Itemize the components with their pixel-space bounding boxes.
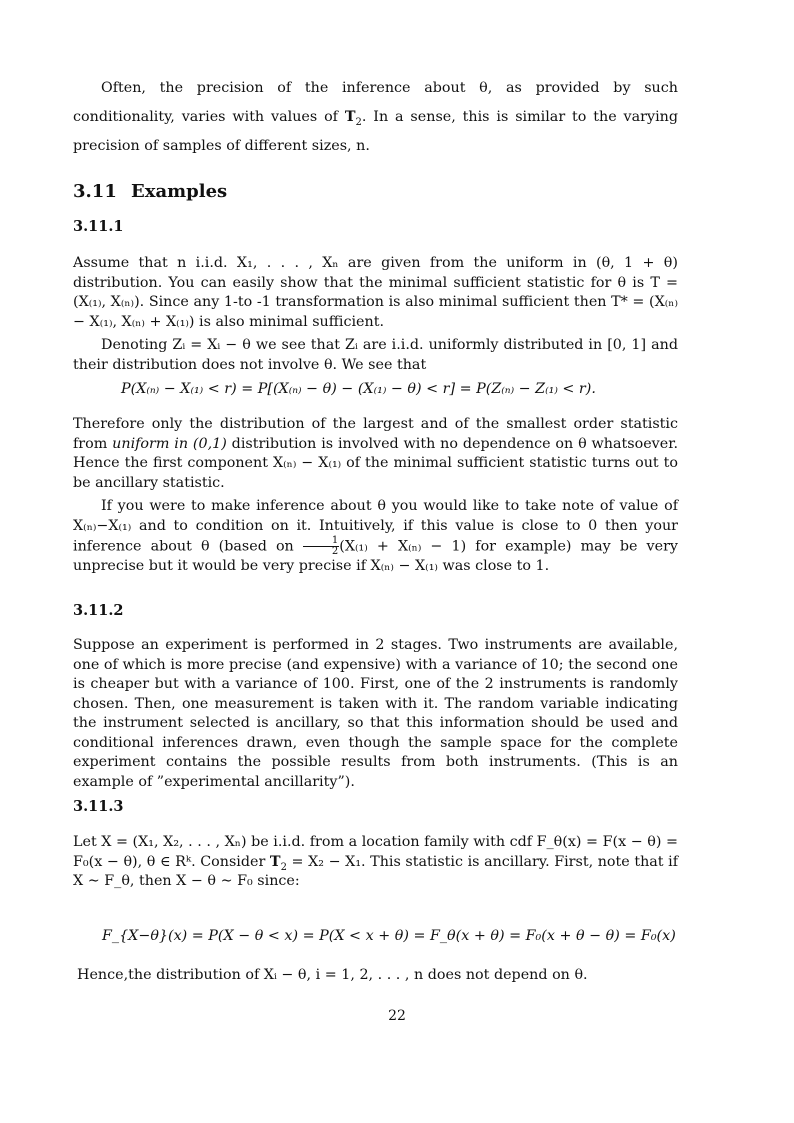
ex1-paragraph-1: Assume that n i.i.d. X₁, . . . , Xₙ are given from the uniform in (θ, 1 + θ) distribution. You can easily show that the minimal sufficient statistic for θ is T = (X₍₁₎, X₍ₙ₎). Since any 1-to -1 transformation is also minimal sufficient then T* = (X₍ₙ₎ − X₍₁₎, X₍ₙ₎ + X₍₁₎) is also minimal sufficient. — [73, 255, 678, 330]
ex3-bold-t: T — [269, 853, 281, 870]
ex3-p1-text-a: Let X = (X₁, X₂, . . . , Xₙ) be i.i.d. from a location family with cdf F_θ(x) = F(x − θ) = F₀(x − θ), θ ∈ Rᵏ. Consider — [73, 834, 678, 870]
ex3-equation: F_{X−θ}(x) = P(X − θ < x) = P(X < x + θ) = F_θ(x + θ) = F₀(x + θ − θ) = F₀(x) — [102, 928, 676, 944]
section-title: Examples — [131, 181, 228, 202]
ex1-p3-text-b: distribution is involved with no dependence on θ whatsoever. Hence the first component X₍ₙ₎ − X₍₁₎ of the minimal sufficient statistic turns out to be ancillary statistic. — [73, 435, 678, 491]
subsection-heading-2: 3.11.2 — [73, 602, 124, 619]
ex3-paragraph-2: Hence,the distribution of Xᵢ − θ, i = 1, 2, . . . , n does not depend on θ. — [77, 967, 588, 983]
ex1-p4-text-a: If you were to make inference about θ you would like to take note of value of X₍ₙ₎−X₍₁₎ and to condition on it. Intuitively, if this value is close to 0 then your inference about θ (based on — [73, 498, 678, 555]
section-number: 3.11 — [73, 181, 117, 202]
ex3-paragraph-1 — [73, 833, 678, 892]
ex1-paragraph-2: Denoting Zᵢ = Xᵢ − θ we see that Zᵢ are i.i.d. uniformly distributed in [0, 1] and their distribution does not involve θ. We see that — [73, 337, 678, 373]
intro-text-a: Often, the precision of the inference about θ, as provided by such conditionality, varies with values of — [73, 80, 678, 125]
intro-bold-t: T — [344, 109, 356, 125]
ex3-sub: 2 — [280, 861, 287, 873]
ex1-p4-text-b: (X₍₁₎ + X₍ₙ₎ − 1) for example) may be very unprecise but it would be very precise if X₍ₙ₎ − X₍₁₎ was close to 1. — [73, 538, 679, 574]
ex1-paragraph-3 — [73, 415, 678, 493]
intro-sub: 2 — [355, 116, 362, 128]
subsection-heading-1: 3.11.1 — [73, 218, 124, 235]
fraction-numerator: 1 — [303, 536, 339, 547]
ex2-paragraph: Suppose an experiment is performed in 2 stages. Two instruments are available, one of which is more precise (and expensive) with a variance of 10; the second one is cheaper but with a variance of 100. First, one of the 2 instruments is randomly chosen. Then, one measurement is taken with it. The random variable indicating the instrument selected is ancillary, so that this information should be used and conditional inferences drawn, even though the sample space for the complete experiment contains the possible results from both instruments. (This is an example of ”experimental ancillarity”). — [73, 637, 678, 790]
intro-text-b: . In a sense, this is similar to the varying precision of samples of different sizes, n. — [73, 109, 679, 154]
intro-paragraph — [73, 74, 678, 161]
section-heading — [73, 181, 227, 202]
page-number: 22 — [388, 1008, 406, 1024]
fraction-denominator: 2 — [331, 546, 339, 557]
ex1-equation: P(X₍ₙ₎ − X₍₁₎ < r) = P[(X₍ₙ₎ − θ) − (X₍₁₎ − θ) < r] = P(Z₍ₙ₎ − Z₍₁₎ < r). — [121, 381, 596, 397]
ex1-p3-italic: uniform in (0,1) — [112, 435, 227, 452]
ex1-p3-text-a: Therefore only the distribution of the largest and of the smallest order statistic from — [73, 416, 678, 452]
subsection-heading-3: 3.11.3 — [73, 798, 124, 815]
one-half-fraction — [303, 536, 339, 557]
ex3-p1-text-b: = X₂ − X₁. This statistic is ancillary. First, note that if X ∼ F_θ, then X − θ ∼ F₀ since: — [73, 853, 679, 889]
ex1-paragraph-4 — [73, 497, 678, 577]
